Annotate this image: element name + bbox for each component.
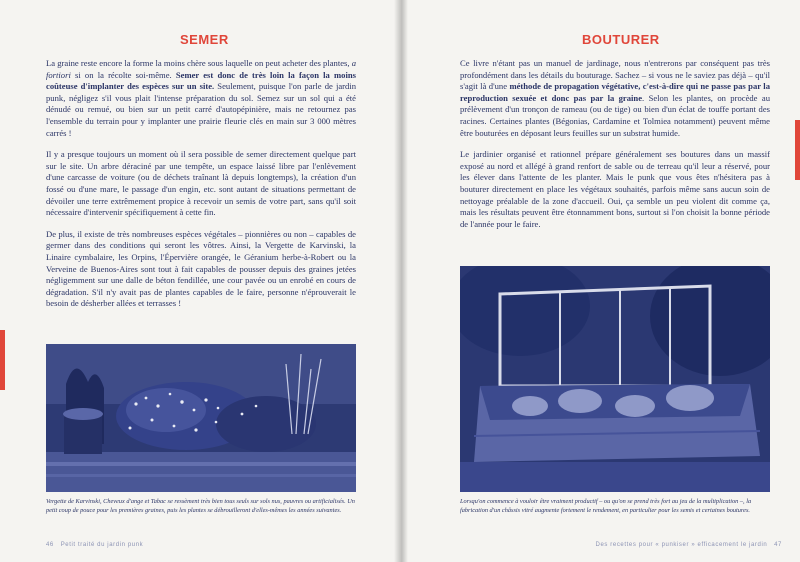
- right-paragraph-2: Le jardinier organisé et rationnel prépare généralement ses boutures dans un massif exposé au nord et allégé à grand renfort de sable ou de terreau qu'il leur a réservé, pour les élever dans l'attente de les planter. Mais le punk que vous êtes n'hésitera pas à bouturer directement en place les végétaux souhaités, parfois même sans aucun soin de nettoyage préalable de la zone d'accueil. Oui, ça semble un peu violent dit comme ça, mais les résultats peuvent être étonnamment bons, surtout si l'on choisit la bonne période de l'année pour le faire.: [460, 149, 770, 229]
- left-paragraph-1: La graine reste encore la forme la moins chère sous laquelle on peut acheter des plantes, a fortiori si on la récolte soi-même. Semer est donc de très loin la façon la moins coûteuse d'implanter des espèces sur un site. Seulement, puisque l'on parle de jardin punk, négligez s'il vous plait l'intense préparation du sol. Semez sur un sol qui a été dénudé ou remué, ou bien sur un petit carré d'autopépinière, mais ne retournez pas l'ensemble du terrain pour y implanter une prairie fleurie clés en main sur 3 000 mètres carrés !: [46, 58, 356, 138]
- book-gutter: [394, 0, 408, 562]
- right-footer: [596, 542, 782, 548]
- garden-illustration: [46, 344, 356, 492]
- left-photo-caption: Vergette de Karvinski, Cheveux d'ange et Tabac se ressèment très bien tous seuls sur sols nus, pauvres ou artificialisés. Un petit coup de pouce pour les premières graines, puis les plantes se débrouilleront d'elles-mêmes les années suivantes.: [46, 498, 355, 514]
- left-paragraph-3: De plus, il existe de très nombreuses espèces végétales – pionnières ou non – capables de germer dans des conditions qui seront les vôtres. Ainsi, la Vergette de Karvinski, la Linaire cymbalaire, les Orpins, l'Épervière orangée, le Géranium herbe-à-Robert ou la Verveine de Buenos-Aires sont tout à fait capables de pousser depuis des graines jetées négligemment sur une dalle de béton fendillée, une cour pavée ou un enrobé en cours de dégradation. S'il n'y avait pas de plantes capables de le faire, personne n'éprouverait le besoin de désherber allées et terrasses !: [46, 228, 356, 309]
- left-paragraph-2: Il y a presque toujours un moment où il sera possible de semer directement quelque part sur le site. Un arbre déraciné par une tempête, un espace laissé libre par l'enlèvement d'une carcasse de voiture (ou de déchets traînant là depuis longtemps), la création d'un fossé ou d'une mare, le passage d'un engin, etc. sont autant de situations permettant de dévoiler une terre extrêmement propice à recevoir un semis de votre part, sans qu'il soit nécessaire d'intervenir spécifiquement à cette fin.: [46, 149, 356, 218]
- left-heading: SEMER: [180, 32, 229, 47]
- right-edge-mark: [795, 120, 800, 180]
- right-page: [400, 0, 800, 562]
- left-footer: [46, 542, 143, 548]
- right-photo-caption: Lorsqu'on commence à vouloir être vraiment productif – ou qu'on se prend très fort au jeu de la multiplication –, la fabrication d'un châssis vitré augmente fortement le rendement, en particulier pour les semis et certaines boutures.: [460, 498, 752, 514]
- right-running-title: Des recettes pour « punkiser » efficacement le jardin: [595, 542, 768, 548]
- left-edge-mark: [0, 330, 5, 390]
- right-body-text: [460, 58, 770, 240]
- garden-photo: [46, 344, 356, 492]
- left-page-number: 46: [46, 542, 54, 548]
- cold-frame-illustration: [460, 266, 770, 492]
- cold-frame-photo: [460, 266, 770, 492]
- right-page-number: 47: [774, 542, 782, 548]
- right-heading: BOUTURER: [582, 32, 660, 47]
- left-running-title: Petit traité du jardin punk: [60, 542, 144, 548]
- left-body-text: [46, 58, 356, 320]
- right-paragraph-1: Ce livre n'étant pas un manuel de jardinage, nous n'entrerons par conséquent pas très profondément dans les détails du bouturage. Sachez – si vous ne le saviez pas déjà – qu'il s'agit là d'une méthode de propagation végétative, c'est-à-dire qui ne passe pas par la reproduction sexuée et donc pas par la graine. Selon les plantes, on procède au prélèvement d'un tronçon de rameau (ou de tige) ou bien d'un éclat de touffe portant des racines. Certaines plantes (Bégonias, Cardamine et Tolmiea notamment) peuvent même être bouturées en déposant leurs feuilles sur un substrat humide.: [460, 58, 770, 138]
